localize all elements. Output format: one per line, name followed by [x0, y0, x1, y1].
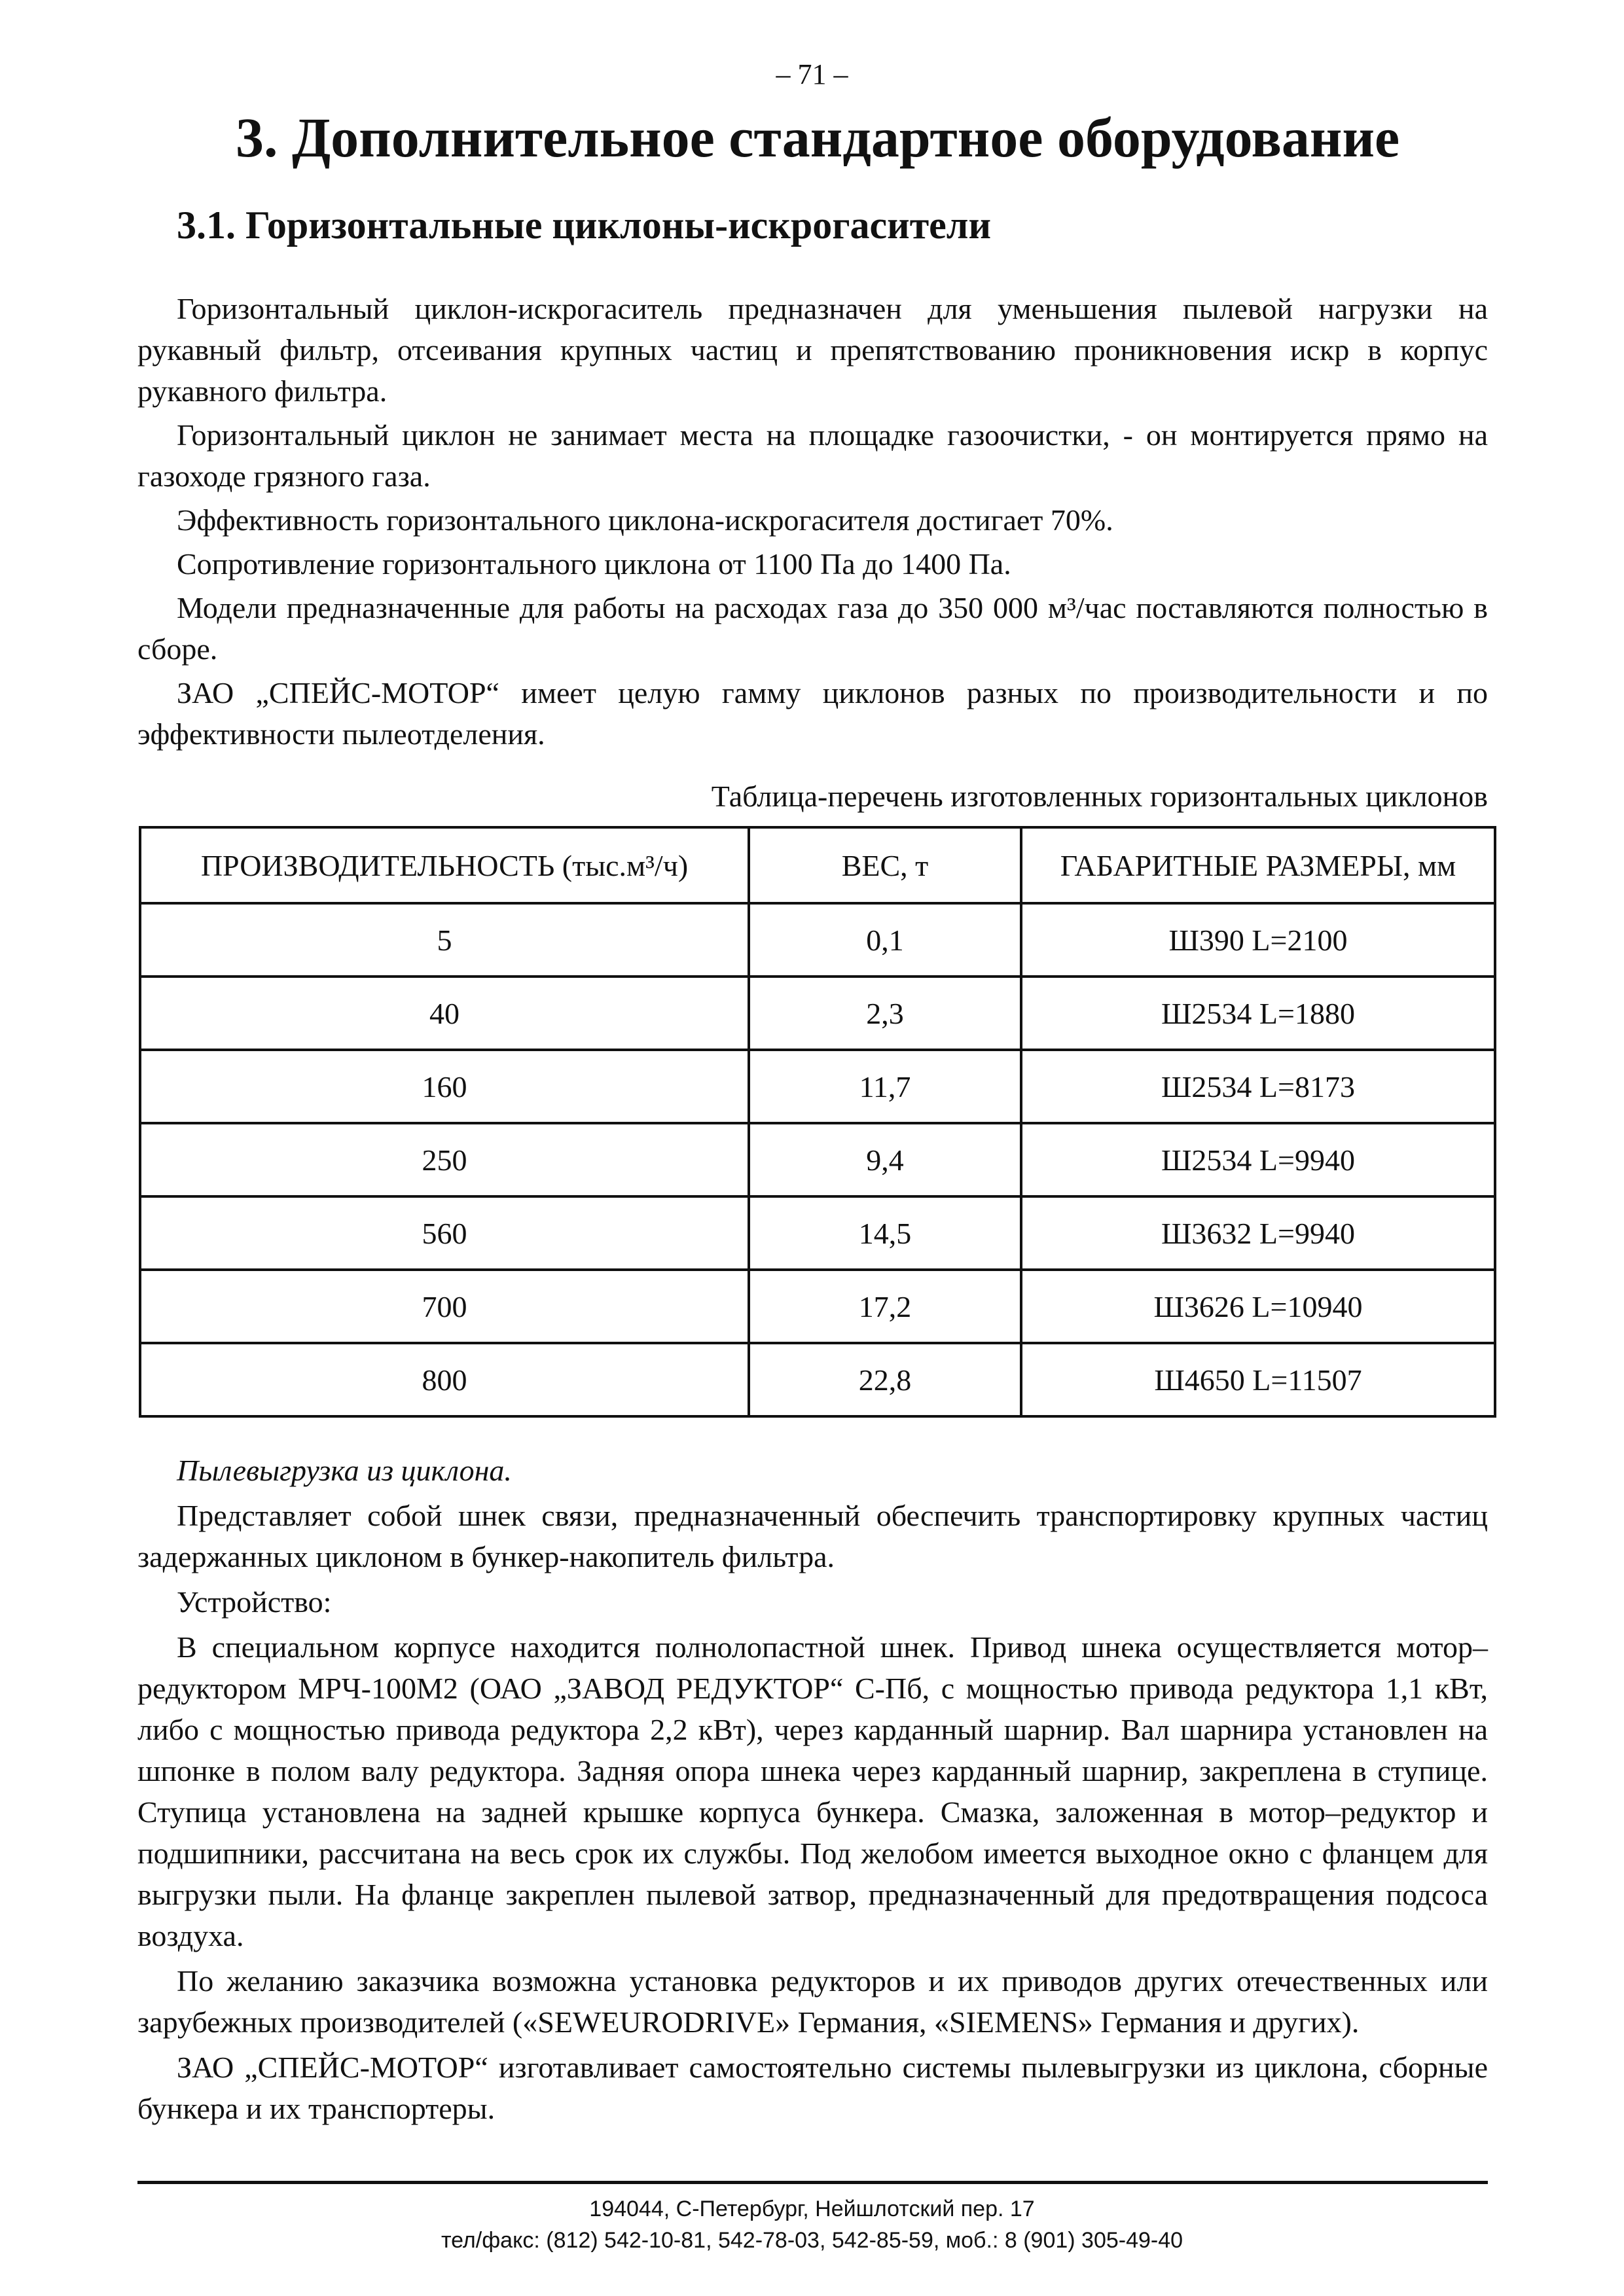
page-number: – 71 – — [776, 58, 848, 90]
cell-dimensions: Ш4650 L=11507 — [1021, 1343, 1495, 1416]
cell-capacity: 5 — [140, 903, 749, 977]
paragraph: Горизонтальный циклон не занимает места на площадке газоочистки, - он монтируется прямо на газоходе грязного газа. — [137, 418, 1488, 493]
table-row — [140, 1343, 1495, 1416]
paragraph: Горизонтальный циклон-искрогаситель предназначен для уменьшения пылевой нагрузки на рукавный фильтр, отсеивания крупных частиц и препятствованию проникновения искр в корпус рукавного фильтра. — [137, 292, 1488, 408]
cell-capacity: 700 — [140, 1270, 749, 1343]
paragraph: Сопротивление горизонтального циклона от 1100 Па до 1400 Па. — [177, 547, 1011, 581]
cell-dimensions: Ш3632 L=9940 — [1021, 1196, 1495, 1270]
paragraph: Представляет собой шнек связи, предназначенный обеспечить транспортировку крупных частиц задержанных циклоном в бункер-накопитель фильтра. — [137, 1499, 1488, 1573]
cell-weight: 9,4 — [749, 1123, 1021, 1196]
paragraph: В специальном корпусе находится полнолопастной шнек. Привод шнека осуществляется мотор–редуктором МРЧ-100М2 (ОАО „ЗАВОД РЕДУКТОР“ С-Пб, с мощностью привода редуктора 1,1 кВт, либо с мощностью привода редуктора 2,2 кВт), через карданный шарнир. Вал шарнира установлен на шпонке в полом валу редуктора. Задняя опора шнека через карданный шарнир, закреплена в ступице. Ступица установлена на задней крышке корпуса бункера. Смазка, заложенная в мотор–редуктор и подшипники, рассчитана на весь срок их службы. Под желобом имеется выходное окно с фланцем для выгрузки пыли. На фланце закреплен пылевой затвор, предназначенный для предотвращения подсоса воздуха. — [137, 1630, 1488, 1952]
cell-dimensions: Ш2534 L=9940 — [1021, 1123, 1495, 1196]
paragraph: Модели предназначенные для работы на расходах газа до 350 000 м³/час поставляются полностью в сборе. — [137, 591, 1488, 666]
table-row — [140, 1196, 1495, 1270]
intro-text — [137, 288, 1488, 755]
cell-capacity: 800 — [140, 1343, 749, 1416]
paragraph: По желанию заказчика возможна установка редукторов и их приводов других отечественных или зарубежных производителей («SEWEURODRIVE» Германия, «SIEMENS» Германия и других). — [137, 1964, 1488, 2039]
cell-weight: 0,1 — [749, 903, 1021, 977]
cell-dimensions: Ш2534 L=8173 — [1021, 1050, 1495, 1123]
paragraph: Устройство: — [177, 1585, 332, 1619]
cell-weight: 14,5 — [749, 1196, 1021, 1270]
table-row — [140, 1270, 1495, 1343]
table-caption: Таблица-перечень изготовленных горизонтальных циклонов — [711, 780, 1488, 813]
paragraph: ЗАО „СПЕЙС-МОТОР“ имеет целую гамму циклонов разных по производительности и по эффективности пылеотделения. — [137, 676, 1488, 751]
header-dimensions: ГАБАРИТНЫЕ РАЗМЕРЫ, мм — [1021, 827, 1495, 903]
table-row — [140, 1050, 1495, 1123]
footer-divider — [137, 2181, 1488, 2184]
header-weight: ВЕС, т — [749, 827, 1021, 903]
subsection-heading: 3.1. Горизонтальные циклоны-искрогасители — [177, 204, 992, 247]
unloading-section — [137, 1450, 1488, 2129]
header-capacity: ПРОИЗВОДИТЕЛЬНОСТЬ (тыс.м³/ч) — [140, 827, 749, 903]
cell-dimensions: Ш390 L=2100 — [1021, 903, 1495, 977]
section-heading: 3. Дополнительное стандартное оборудование — [236, 106, 1400, 169]
cell-capacity: 40 — [140, 977, 749, 1050]
cell-weight: 11,7 — [749, 1050, 1021, 1123]
cell-dimensions: Ш3626 L=10940 — [1021, 1270, 1495, 1343]
paragraph: ЗАО „СПЕЙС-МОТОР“ изготавливает самостоятельно системы пылевыгрузки из циклона, сборные бункера и их транспортеры. — [137, 2051, 1488, 2125]
paragraph: Эффективность горизонтального циклона-искрогасителя достигает 70%. — [177, 503, 1113, 537]
unloading-title: Пылевыгрузка из циклона. — [177, 1454, 512, 1487]
table-row — [140, 903, 1495, 977]
footer-contacts: тел/факс: (812) 542-10-81, 542-78-03, 542-85-59, моб.: 8 (901) 305-49-40 — [441, 2228, 1183, 2253]
table-row — [140, 1123, 1495, 1196]
cell-capacity: 160 — [140, 1050, 749, 1123]
table-header-row — [140, 827, 1495, 903]
cyclone-table — [139, 826, 1496, 1418]
cell-weight: 22,8 — [749, 1343, 1021, 1416]
cell-capacity: 560 — [140, 1196, 749, 1270]
table-row — [140, 977, 1495, 1050]
cell-dimensions: Ш2534 L=1880 — [1021, 977, 1495, 1050]
cell-weight: 17,2 — [749, 1270, 1021, 1343]
cell-weight: 2,3 — [749, 977, 1021, 1050]
cell-capacity: 250 — [140, 1123, 749, 1196]
footer-address: 194044, С-Петербург, Нейшлотский пер. 17 — [589, 2197, 1035, 2221]
